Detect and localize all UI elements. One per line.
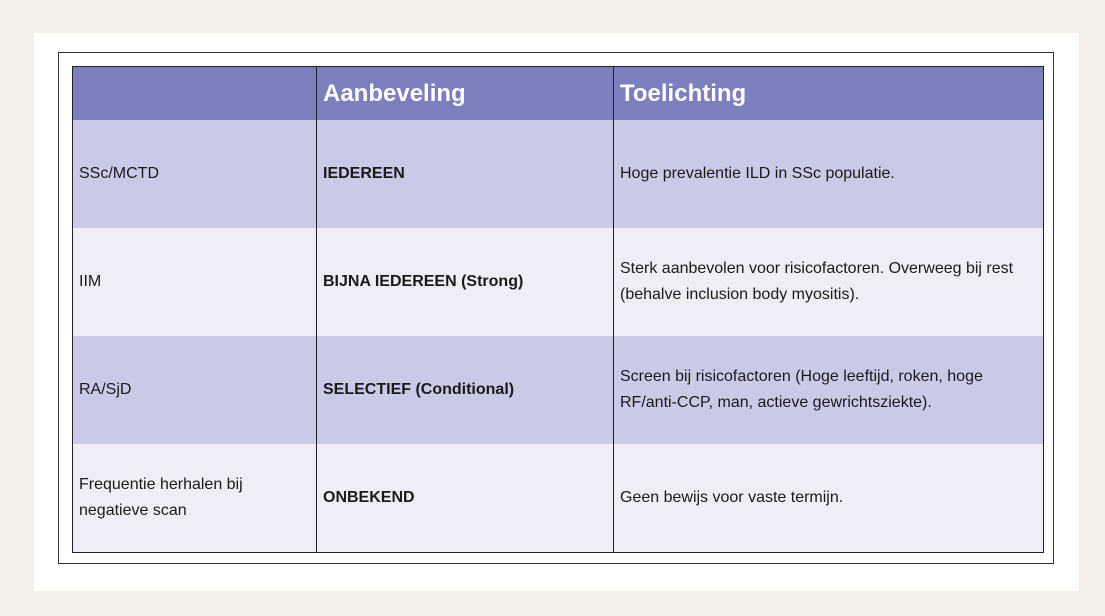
row-toelichting: Geen bewijs voor vaste termijn. — [614, 444, 1044, 553]
row-aanbeveling: ONBEKEND — [317, 444, 614, 553]
row-toelichting: Sterk aanbevolen voor risicofactoren. Overweeg bij rest (behalve inclusion body myositis). — [614, 228, 1044, 336]
row-aanbeveling: BIJNA IEDEREEN (Strong) — [317, 228, 614, 336]
table-row — [73, 336, 1044, 444]
table-row — [73, 120, 1044, 228]
row-toelichting: Screen bij risicofactoren (Hoge leeftijd, roken, hoge RF/anti-CCP, man, actieve gewrichtsziekte). — [614, 336, 1044, 444]
header-aanbeveling: Aanbeveling — [317, 67, 614, 121]
recommendation-table — [72, 66, 1044, 553]
table-row — [73, 228, 1044, 336]
header-row — [73, 67, 1044, 121]
row-aanbeveling: IEDEREEN — [317, 120, 614, 228]
row-group: Frequentie herhalen bij negatieve scan — [73, 444, 317, 553]
table-row — [73, 444, 1044, 553]
row-group: IIM — [73, 228, 317, 336]
header-toelichting: Toelichting — [614, 67, 1044, 121]
row-group: RA/SjD — [73, 336, 317, 444]
row-group: SSc/MCTD — [73, 120, 317, 228]
row-toelichting: Hoge prevalentie ILD in SSc populatie. — [614, 120, 1044, 228]
header-group — [73, 67, 317, 121]
row-aanbeveling: SELECTIEF (Conditional) — [317, 336, 614, 444]
